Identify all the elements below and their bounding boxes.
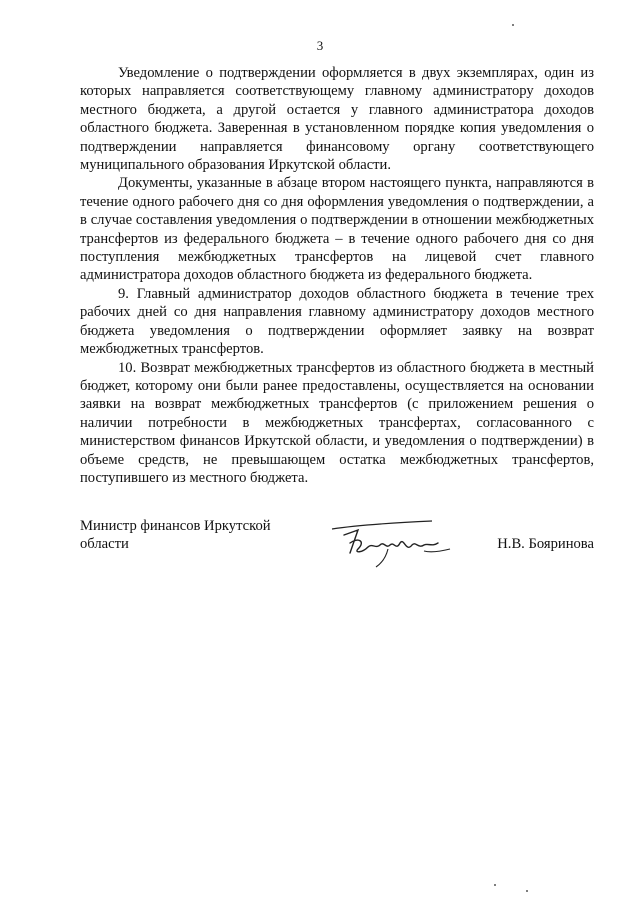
scan-dot <box>526 890 528 892</box>
page-number: 3 <box>316 38 324 53</box>
signer-title: Министр финансов Иркутской области <box>80 518 271 553</box>
signer-name: Н.В. Бояринова <box>497 536 594 552</box>
handwritten-signature <box>328 513 468 569</box>
scan-dot <box>494 884 496 886</box>
scan-dot <box>512 24 514 26</box>
paragraph-item-9: 9. Главный администратор доходов областного бюджета в течение трех рабочих дней со дня направления главному администратору доходов местного бюджета уведомления о подтверждении оформляет заявку на возврат межбюджетных трансфертов. <box>80 285 594 358</box>
paragraph-documents-deadline: Документы, указанные в абзаце втором настоящего пункта, направляются в течение одного рабочего дня со дня оформления уведомления о подтверждении, а в случае составления уведомления о подтверждении в отношении межбюджетных трансфертов из федерального бюджета – в течение одного рабочего дня со дня поступления межбюджетных трансфертов на лицевой счет главного администратора доходов областного бюджета из федерального бюджета. <box>80 175 594 284</box>
signature-block <box>80 513 594 573</box>
paragraph-item-10: 10. Возврат межбюджетных трансфертов из областного бюджета в местный бюджет, которому они были ранее предоставлены, осуществляется на основании заявки на возврат межбюджетных трансфертов (с приложением решения о наличии потребности в межбюджетных трансфертах, согласованного с министерством финансов Иркутской области, и уведомления о подтверждении) в объеме средств, не превышающем остатка межбюджетных трансфертов, поступившего из местного бюджета. <box>80 359 594 486</box>
document-body <box>80 64 594 487</box>
paragraph-notification-copies: Уведомление о подтверждении оформляется в двух экземплярах, один из которых направляется соответствующему главному администратору доходов местного бюджета, а другой остается у главного администратора доходов областного бюджета. Заверенная в установленном порядке копия уведомления о подтверждении направляется финансовому органу соответствующего муниципального образования Иркутской области. <box>80 65 594 174</box>
